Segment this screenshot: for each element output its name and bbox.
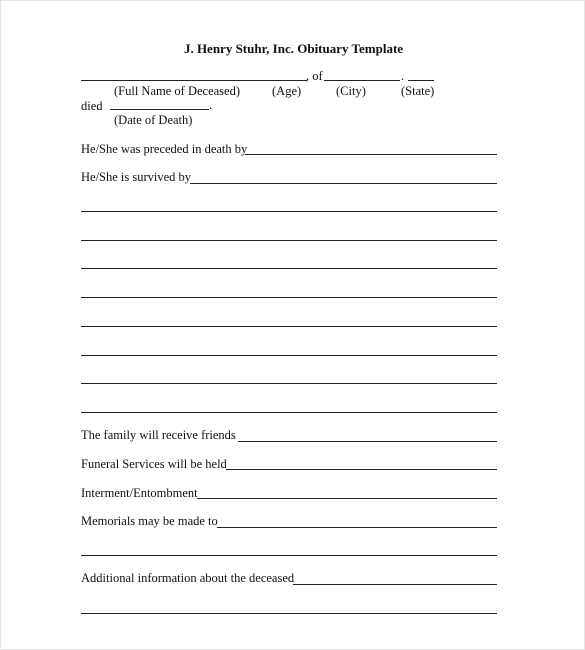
died-text: died: [81, 99, 103, 113]
funeral-label: Funeral Services will be held: [81, 457, 227, 471]
full-name-label: (Full Name of Deceased): [114, 84, 240, 98]
additional-info-extra-line[interactable]: [81, 613, 497, 614]
blank-line[interactable]: [81, 412, 497, 413]
date-of-death-line[interactable]: [110, 109, 209, 110]
date-of-death-label: (Date of Death): [114, 113, 193, 127]
full-name-line[interactable]: [81, 80, 307, 81]
blank-line[interactable]: [81, 240, 497, 241]
blank-line[interactable]: [81, 326, 497, 327]
survived-label: He/She is survived by: [81, 170, 192, 184]
document-title: J. Henry Stuhr, Inc. Obituary Template: [183, 41, 404, 56]
receive-friends-label: The family will receive friends: [81, 428, 236, 442]
blank-line[interactable]: [81, 383, 497, 384]
interment-label: Interment/Entombment: [81, 486, 198, 500]
blank-line[interactable]: [81, 211, 497, 212]
survived-line[interactable]: [190, 183, 497, 184]
receive-friends-line[interactable]: [238, 441, 497, 442]
additional-info-label: Additional information about the deceased: [81, 571, 295, 585]
funeral-line[interactable]: [226, 469, 497, 470]
blank-line[interactable]: [81, 355, 497, 356]
interment-line[interactable]: [197, 498, 497, 499]
memorials-label: Memorials may be made to: [81, 514, 218, 528]
additional-info-line[interactable]: [293, 584, 497, 585]
died-period: .: [209, 98, 213, 112]
memorials-line[interactable]: [217, 527, 497, 528]
blank-line[interactable]: [81, 297, 497, 298]
state-line[interactable]: [408, 80, 434, 81]
age-label: (Age): [272, 84, 302, 98]
of-text: , of: [306, 69, 323, 83]
blank-line[interactable]: [81, 268, 497, 269]
dot-text: .: [401, 69, 405, 83]
preceded-line[interactable]: [245, 154, 497, 155]
preceded-label: He/She was preceded in death by: [81, 142, 248, 156]
state-label: (State): [401, 84, 435, 98]
city-label: (City): [336, 84, 366, 98]
memorials-extra-line[interactable]: [81, 555, 497, 556]
city-line[interactable]: [324, 80, 400, 81]
